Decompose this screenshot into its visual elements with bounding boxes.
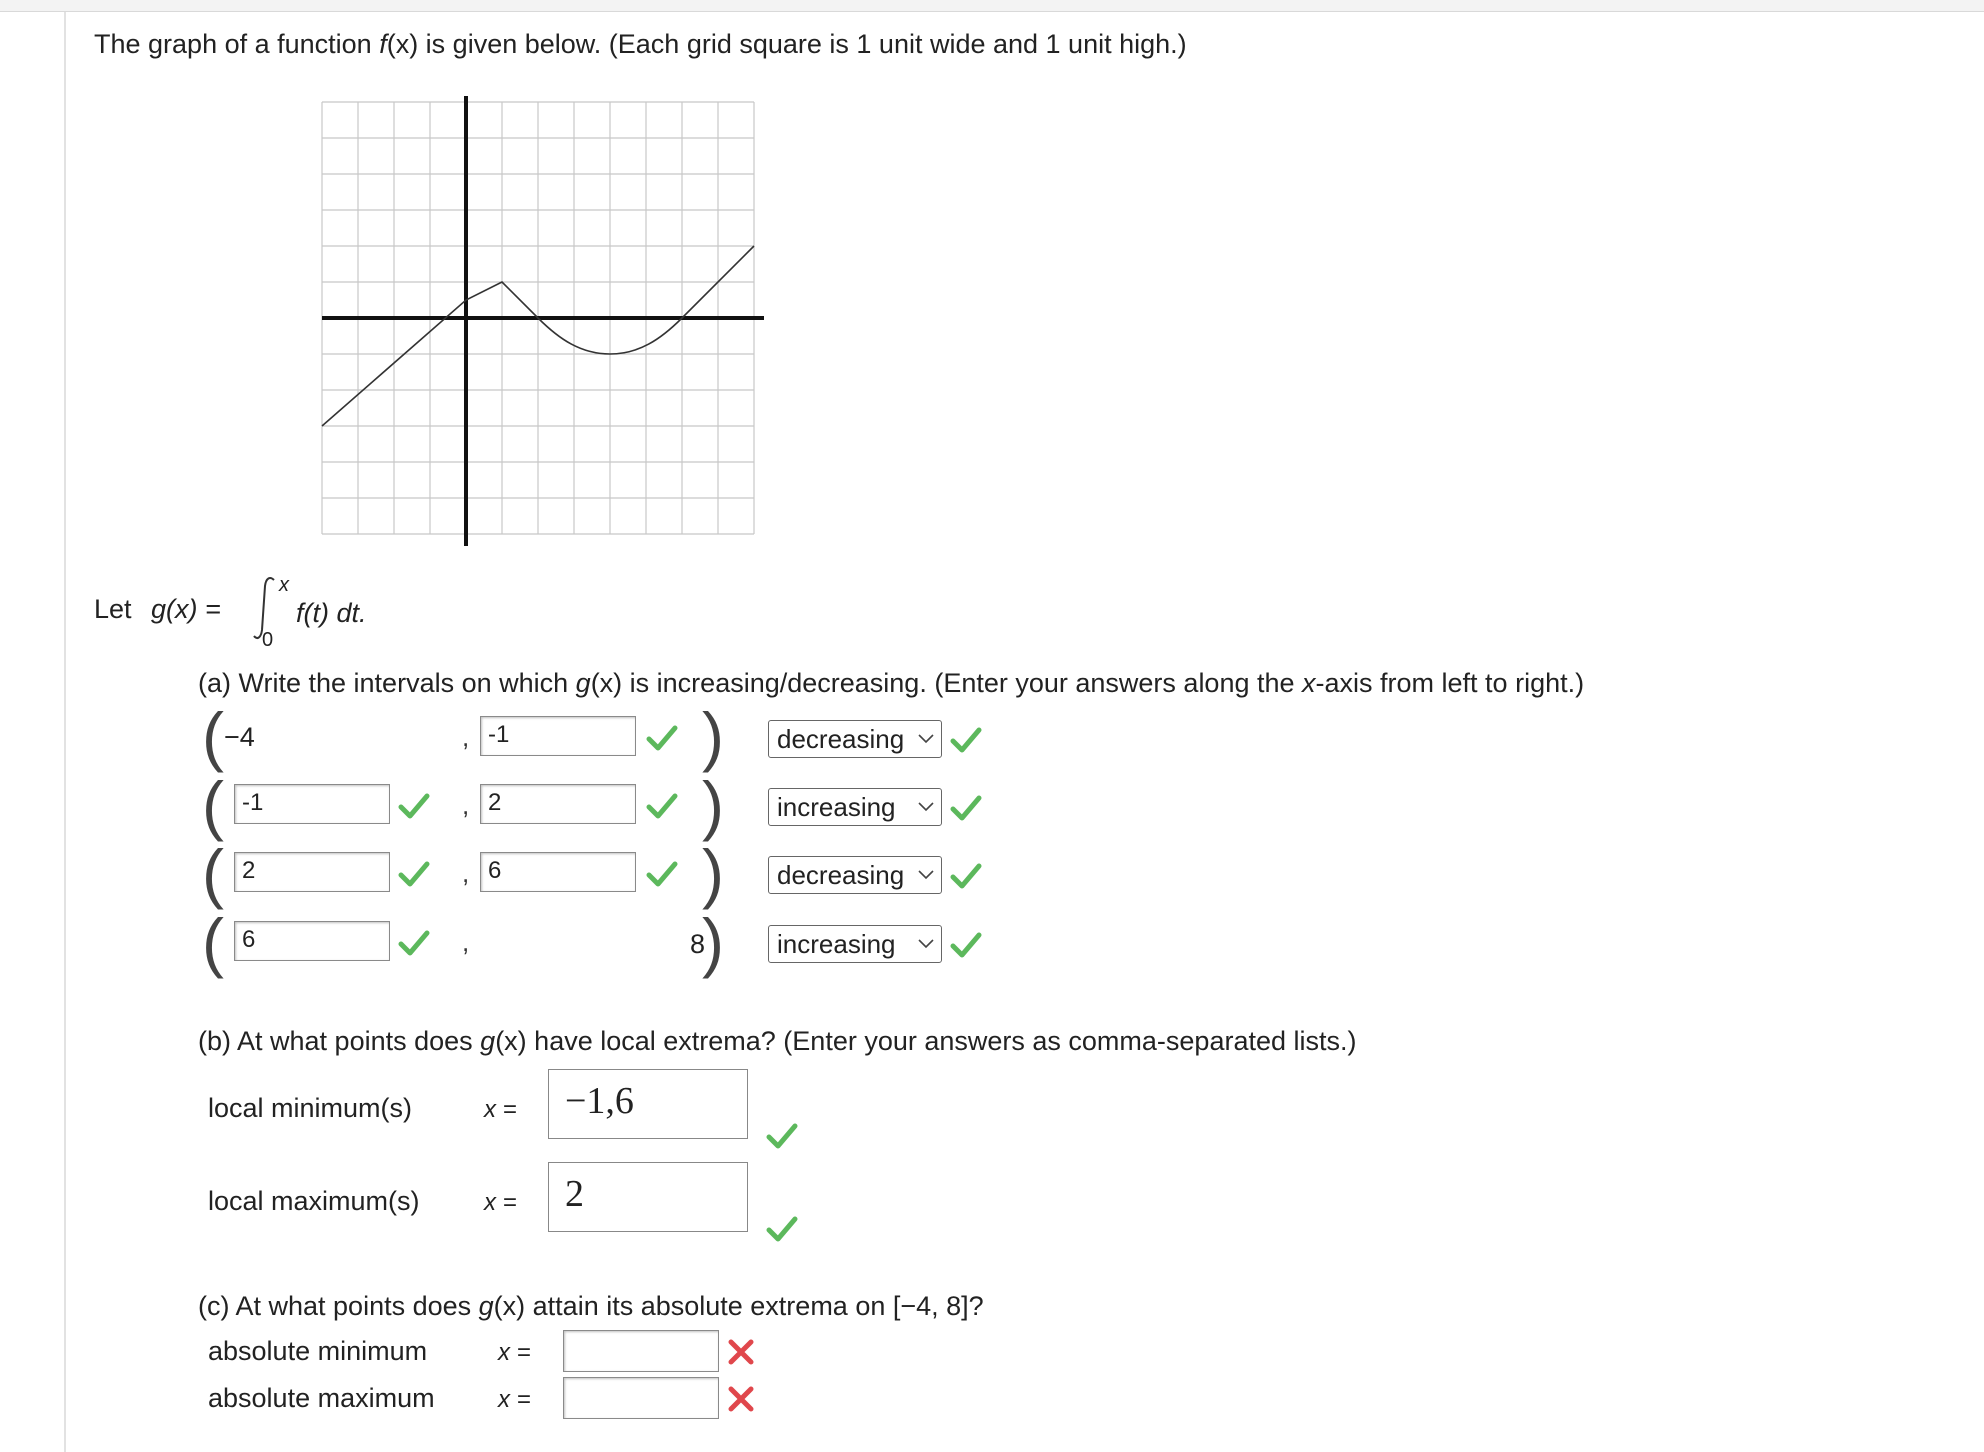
local-max-label: local maximum(s) <box>208 1186 420 1216</box>
check-icon <box>766 1215 798 1243</box>
open-paren: ( <box>202 768 224 842</box>
row1-right-input[interactable]: -1 <box>480 716 636 756</box>
integrand: f(t) dt. <box>296 598 367 628</box>
question-intro: The graph of a function f(x) is given below. (Each grid square is 1 unit wide and 1 unit high.) <box>94 29 1187 59</box>
check-icon <box>950 931 982 959</box>
x-equals: x = <box>498 1339 531 1366</box>
x-equals: x = <box>484 1189 517 1216</box>
fixed-right-endpoint: 8 <box>690 929 706 959</box>
check-icon <box>398 792 430 820</box>
check-icon <box>950 726 982 754</box>
row2-right-input[interactable]: 2 <box>480 784 636 824</box>
check-icon <box>766 1122 798 1150</box>
check-icon <box>646 860 678 888</box>
check-icon <box>646 792 678 820</box>
function-graph <box>318 92 774 552</box>
close-paren: ) <box>702 836 724 910</box>
comma: , <box>462 858 470 888</box>
check-icon <box>398 860 430 888</box>
check-icon <box>646 724 678 752</box>
abs-min-label: absolute minimum <box>208 1336 428 1366</box>
local-max-input[interactable]: 2 <box>548 1162 748 1232</box>
incorrect-x-icon <box>727 1385 755 1413</box>
open-paren: ( <box>202 699 224 773</box>
row4-left-input[interactable]: 6 <box>234 921 390 961</box>
part-a-prompt: (a) Write the intervals on which g(x) is increasing/decreasing. (Enter your answers along the x-axis from left to right.) <box>198 668 1585 698</box>
comma: , <box>462 790 470 820</box>
chevron-down-icon <box>917 792 935 822</box>
integral-upper-limit: x <box>279 574 289 596</box>
row2-behavior-select[interactable]: increasing <box>768 788 942 826</box>
chevron-down-icon <box>917 860 935 890</box>
comma: , <box>462 722 470 752</box>
g-definition: g(x) = <box>151 594 221 624</box>
row3-right-input[interactable]: 6 <box>480 852 636 892</box>
top-border <box>0 0 1984 12</box>
close-paren: ) <box>702 905 724 979</box>
incorrect-x-icon <box>727 1338 755 1366</box>
x-equals: x = <box>484 1096 517 1123</box>
open-paren: ( <box>202 836 224 910</box>
check-icon <box>950 794 982 822</box>
local-min-label: local minimum(s) <box>208 1093 413 1123</box>
chevron-down-icon <box>917 724 935 754</box>
chevron-down-icon <box>917 929 935 959</box>
check-icon <box>950 862 982 890</box>
open-paren: ( <box>202 905 224 979</box>
fixed-left-endpoint: −4 <box>224 722 255 752</box>
abs-max-label: absolute maximum <box>208 1383 435 1413</box>
row3-left-input[interactable]: 2 <box>234 852 390 892</box>
close-paren: ) <box>702 768 724 842</box>
integral-lower-limit: 0 <box>262 629 274 651</box>
check-icon <box>398 929 430 957</box>
part-c-prompt: (c) At what points does g(x) attain its absolute extrema on [−4, 8]? <box>198 1291 984 1321</box>
comma: , <box>462 927 470 957</box>
x-equals: x = <box>498 1386 531 1413</box>
row2-left-input[interactable]: -1 <box>234 784 390 824</box>
graph-axes <box>322 96 764 546</box>
row4-behavior-select[interactable]: increasing <box>768 925 942 963</box>
let-label: Let <box>94 594 132 624</box>
abs-max-input[interactable] <box>563 1377 719 1419</box>
row1-behavior-select[interactable]: decreasing <box>768 720 942 758</box>
abs-min-input[interactable] <box>563 1330 719 1372</box>
row3-behavior-select[interactable]: decreasing <box>768 856 942 894</box>
part-b-prompt: (b) At what points does g(x) have local extrema? (Enter your answers as comma-separated lists.) <box>198 1026 1357 1056</box>
local-min-input[interactable]: −1,6 <box>548 1069 748 1139</box>
left-border <box>64 12 66 1452</box>
close-paren: ) <box>702 699 724 773</box>
